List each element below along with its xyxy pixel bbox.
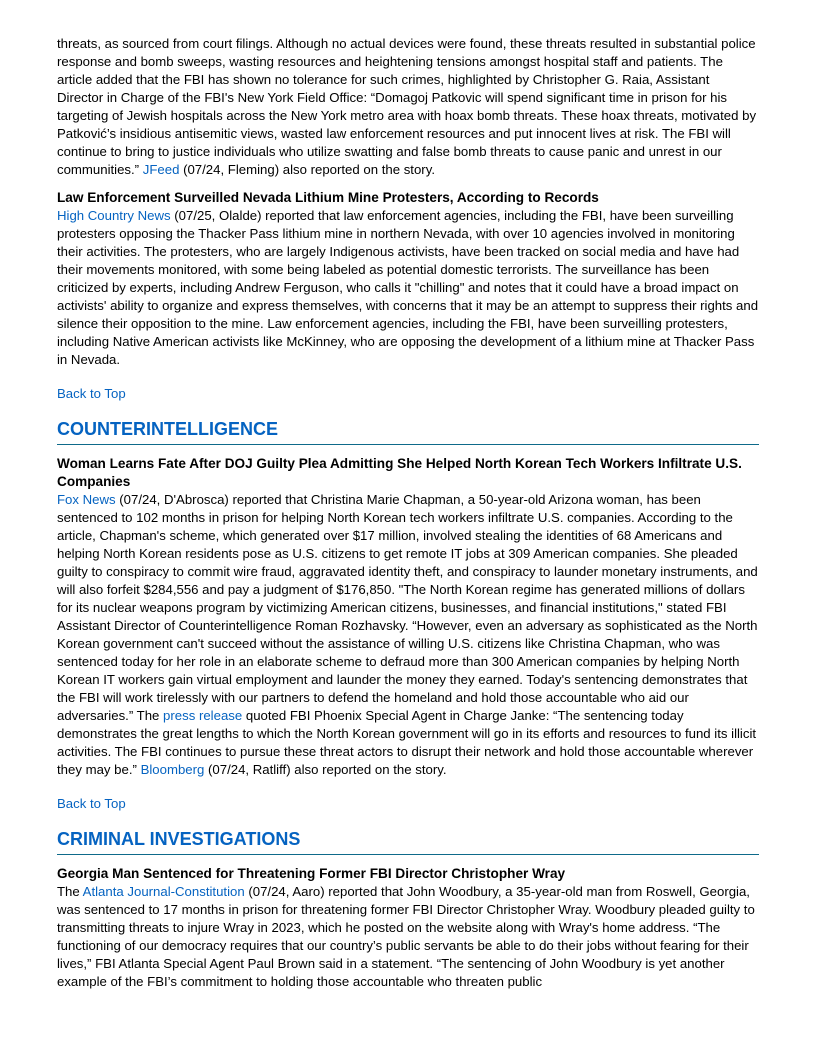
story-text-woodbury: (07/24, Aaro) reported that John Woodbury, a 35-year-old man from Roswell, Georgia, was sentenced to 17 months in prison for threatening former FBI Director Christopher Wray. Woodbury pleaded guilty to transmitting threats to injure Wray in 2023, which he posted on the website along with Wray's home address. “The functioning of our democracy requires that our country’s public servants be able to do their jobs without fearing for their lives,” FBI Atlanta Special Agent Paul Brown said in a statement. “The sentencing of John Woodbury is yet another example of the FBI’s commitment to holding those accountable who threaten public [57, 884, 755, 989]
section-heading-counterintelligence: COUNTERINTELLIGENCE [57, 417, 759, 445]
jfeed-link[interactable]: JFeed [142, 162, 180, 177]
fox-news-link[interactable]: Fox News [57, 492, 116, 507]
story-body-nevada [57, 207, 759, 369]
story-text-chapman: (07/24, D'Abrosca) reported that Christina Marie Chapman, a 50-year-old Arizona woman, has been sentenced to 102 months in prison for helping North Korean tech workers infiltrate U.S. companies. According to the article, Chapman's scheme, which generated over $17 million, involved stealing the identities of 68 Americans and helping North Korean residents pose as U.S. citizens to get remote IT jobs at 309 American companies. She pleaded guilty to conspiracy to commit wire fraud, aggravated identity theft, and conspiracy to launder monetary instruments, and will also forfeit $284,556 and pay a judgment of $176,850. "The North Korean regime has generated millions of dollars for its nuclear weapons program by victimizing American citizens, businesses, and financial institutions," stated FBI Assistant Director of Counterintelligence Roman Rozhavsky. “However, even an adversary as sophisticated as the North Korean government can't succeed without the assistance of willing U.S. citizens like Christina Chapman, who was sentenced today for her role in an elaborate scheme to defraud more than 300 American companies by helping North Korean IT workers gain virtual employment and launder the money they earned. Today's sentencing demonstrates that the FBI will work tirelessly with our partners to defend the homeland and hold those accountable who aid our adversaries.” The [57, 492, 758, 723]
newsletter-page [57, 35, 759, 991]
high-country-news-link[interactable]: High Country News [57, 208, 171, 223]
story-title-chapman: Woman Learns Fate After DOJ Guilty Plea Admitting She Helped North Korean Tech Workers Infiltrate U.S. Companies [57, 456, 742, 489]
intro-tail: (07/24, Fleming) also reported on the story. [179, 162, 435, 177]
intro-text: threats, as sourced from court filings. Although no actual devices were found, these threats resulted in substantial police response and bomb sweeps, wasting resources and heightening tensions amongst hospital staff and patients. The article added that the FBI has shown no tolerance for such crimes, highlighted by Christopher G. Raia, Assistant Director in Charge of the FBI's New York Field Office: “Domagoj Patkovic will spend significant time in prison for his targeting of Jewish hospitals across the New York metro area with hoax bomb threats. These hoax threats, motivated by Patković’s insidious antisemitic views, wasted law enforcement resources and put innocent lives at risk. The FBI will continue to bring to justice individuals who utilize swatting and false bomb threats to cause panic and unrest in our communities.” [57, 36, 757, 177]
story-title-nevada: Law Enforcement Surveilled Nevada Lithium Mine Protesters, According to Records [57, 190, 599, 205]
bloomberg-link[interactable]: Bloomberg [140, 762, 205, 777]
story-title-woodbury: Georgia Man Sentenced for Threatening Former FBI Director Christopher Wray [57, 866, 566, 881]
story-body-woodbury [57, 883, 759, 991]
story-text-chapman-2: quoted FBI Phoenix Special Agent in Charge Janke: “The sentencing today demonstrates the great lengths to which the North Korean government will go in its efforts and resources to fund its illicit activities. The FBI continues to pursue these threat actors to disrupt their network and hold those accountable wherever they may be.” [57, 708, 757, 777]
story-text-nevada: (07/25, Olalde) reported that law enforcement agencies, including the FBI, have been surveilling protesters opposing the Thacker Pass lithium mine in northern Nevada, with over 10 agencies involved in monitoring their activities. The protesters, who are largely Indigenous activists, have been tracked on social media and have had their movements monitored, with some being labeled as potential domestic terrorists. The surveillance has been criticized by experts, including Andrew Ferguson, who calls it "chilling" and notes that it could have a broad impact on activists' ability to organize and express themselves, with concerns that it may be an attempt to suppress their rights and silence their opposition to the mine. Law enforcement agencies, including the FBI, have been surveilling protesters, including Native American activists like McKinney, who are opposing the development of a lithium mine at Thacker Pass in Nevada. [57, 208, 759, 367]
story-lead-woodbury: The [57, 884, 83, 899]
ajc-link[interactable]: Atlanta Journal-Constitution [82, 884, 245, 899]
back-to-top-link-2[interactable]: Back to Top [57, 796, 126, 811]
story-body-chapman [57, 491, 759, 779]
back-to-top-link[interactable]: Back to Top [57, 386, 126, 401]
intro-paragraph [57, 35, 759, 179]
section-heading-criminal-investigations: CRIMINAL INVESTIGATIONS [57, 827, 759, 855]
press-release-link[interactable]: press release [163, 708, 243, 723]
story-tail-chapman: (07/24, Ratliff) also reported on the story. [204, 762, 447, 777]
